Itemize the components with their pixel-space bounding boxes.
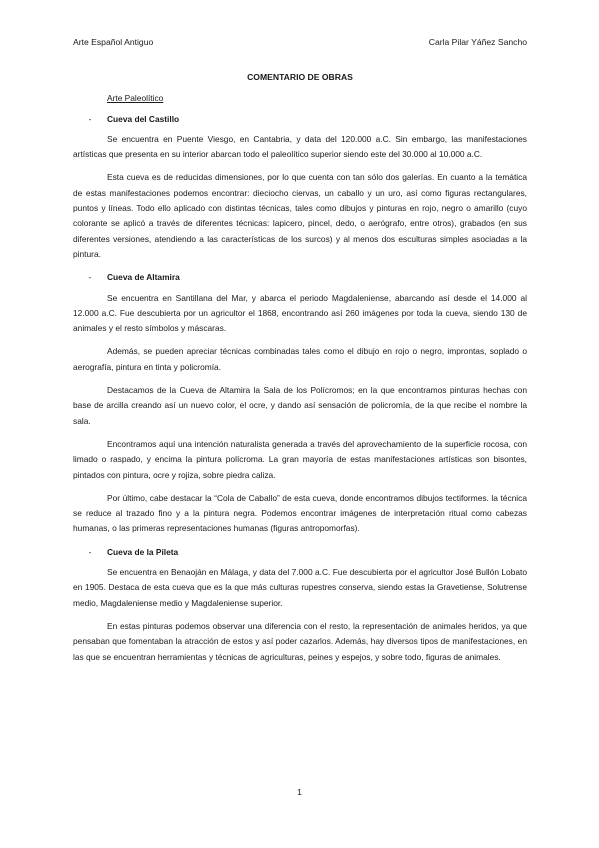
header-author: Carla Pilar Yáñez Sancho <box>428 37 527 47</box>
bullet-dash: - <box>88 113 92 124</box>
section-title: Cueva del Castillo <box>107 113 180 124</box>
paragraph: Esta cueva es de reducidas dimensiones, por lo que cuenta con tan sólo dos galerías. En cuanto a la temática de estas manifestaciones podemos encontrar: dieciocho ciervas, un caballo y un uro, así como figuras rectangulares, puntos y líneas. Todo ello aplicado con distintas técnicas, tales como dibujos y pinturas en rojo, negro o amarillo (cuyo colorante se aplicó a través de diferentes técnicas: lapicero, pincel, dedo, o aerógrafo, entre otros), grabados (en sus diferentes versiones, atendiendo a las características de los surcos) y al menos dos esculturas simples asociadas a la pintura. <box>73 172 527 259</box>
paragraph: Se encuentra en Puente Viesgo, en Cantabria, y data del 120.000 a.C. Sin embargo, las manifestaciones artísticas que presenta en su interior abarcan todo el paleolítico superior siendo este del 30.000 al 10.000 a.C. <box>73 133 527 160</box>
section-heading <box>73 112 527 127</box>
paragraph: Se encuentra en Benaoján en Málaga, y data del 7.000 a.C. Fue descubierta por el agricultor José Bullón Lobato en 1905. Destaca de esta cueva que es la que más culturas rupestres conserva, siendo estas la Gravetiense, Solutrense medio, Magdaleniense medio y Magdaleniense superior. <box>73 567 527 608</box>
paragraph: Encontramos aquí una intención naturalista generada a través del aprovechamiento de la superficie rocosa, con limado o raspado, y encima la pintura polícroma. La gran mayoría de estas manifestaciones artísticas son bisontes, pintados con pintura, ocre y rojiza, sobre piedra caliza. <box>73 438 527 480</box>
section-heading <box>73 545 527 560</box>
document-body <box>73 70 527 673</box>
page-number: 1 <box>297 787 302 797</box>
paragraph: Se encuentra en Santillana del Mar, y abarca el periodo Magdaleniense, abarcando así desde el 14.000 al 12.000 a.C. Fue descubierta por un agricultor el 1868, encontrando así 260 imágenes por toda la cueva, siendo 130 de animales y el resto símbolos y máscaras. <box>73 292 527 334</box>
subsection-heading: Arte Paleolítico <box>107 93 164 104</box>
section-altamira <box>73 270 527 536</box>
paragraph: En estas pinturas podemos observar una diferencia con el resto, la representación de animales heridos, ya que pensaban que fomentaban la atracción de estos y así poder cazarlos. Además, hay diversos tipos de manifestaciones, en las que se encuentran herramientas y técnicas de agriculturas, peines y espejos, y sobre todo, figuras de animales. <box>73 620 527 662</box>
document-title: COMENTARIO DE OBRAS <box>247 72 353 82</box>
paragraph: Destacamos de la Cueva de Altamira la Sala de los Polícromos; en la que encontramos pinturas hechas con base de arcilla creando así un nuevo color, el ocre, y dando así sensación de policromía, de la que recibe el nombre la sala. <box>73 385 527 426</box>
header-course: Arte Español Antiguo <box>73 37 154 47</box>
bullet-dash: - <box>88 546 92 557</box>
bullet-dash: - <box>88 272 92 283</box>
paragraph: Por último, cabe destacar la “Cola de Caballo” de esta cueva, donde encontramos dibujos tectiformes. la técnica se reduce al trazado fino y a la pintura negra. Podemos encontrar imágenes de interpretación ritual como cabezas humanas, o las primeras representaciones humanas (figuras antropomorfas). <box>73 492 527 534</box>
section-title: Cueva de la Pileta <box>107 546 179 557</box>
section-heading <box>73 270 527 285</box>
section-title: Cueva de Altamira <box>107 272 180 283</box>
section-pileta <box>73 545 527 665</box>
paragraph: Además, se pueden apreciar técnicas combinadas tales como el dibujo en rojo o negro, improntas, soplado o aerografía, pintura en tinta y policromía. <box>73 346 527 372</box>
section-castillo <box>73 112 527 263</box>
